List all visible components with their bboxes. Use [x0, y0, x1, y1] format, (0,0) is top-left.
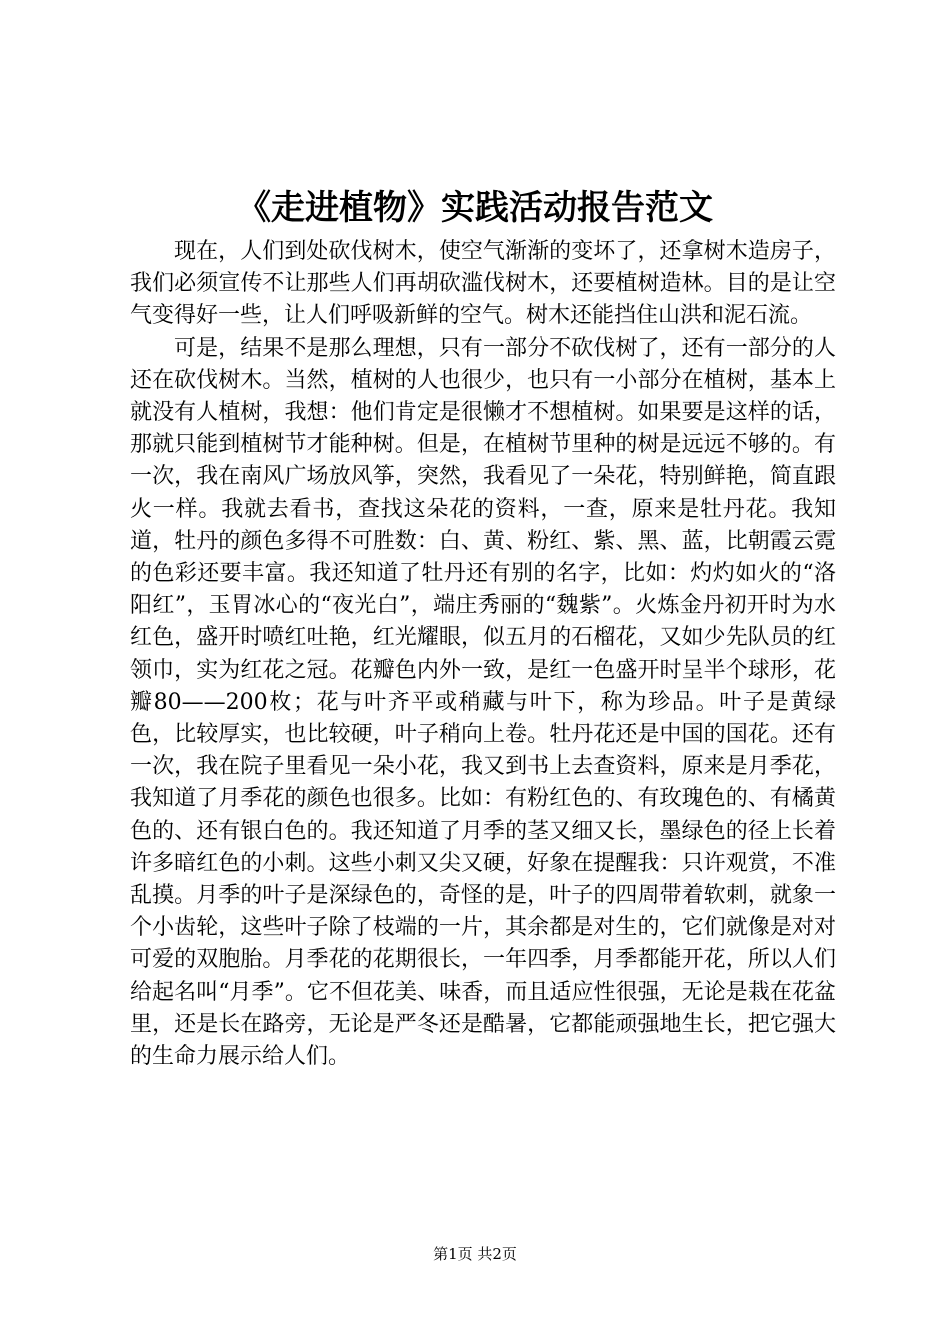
document-title: 《走进植物》实践活动报告范文 — [237, 188, 713, 228]
page-number-footer: 第1页 共2页 — [433, 1245, 517, 1263]
document-body — [130, 236, 836, 1073]
paragraph-2: 可是，结果不是那么理想，只有一部分不砍伐树了，还有一部分的人还在砍伐树木。当然，植树的人也很少，也只有一小部分在植树，基本上就没有人植树，我想：他们肯定是很懒才不想植树。如果要是这样的话，那就只能到植树节才能种树。但是，在植树节里种的树是远远不够的。有一次，我在南风广场放风筝，突然，我看见了一朵花，特别鲜艳，简直跟火一样。我就去看书，查找这朵花的资料，一查，原来是牡丹花。我知道，牡丹的颜色多得不可胜数：白、黄、粉红、紫、黑、蓝，比朝霞云霓的色彩还要丰富。我还知道了牡丹还有别的名字，比如：灼灼如火的“洛阳红”，玉胃冰心的“夜光白”，端庄秀丽的“魏紫”。火炼金丹初开时为水红色，盛开时喷红吐艳，红光耀眼，似五月的石榴花，又如少先队员的红领巾，实为红花之冠。花瓣色内外一致，是红一色盛开时呈半个球形，花瓣80——200枚；花与叶齐平或稍藏与叶下，称为珍品。叶子是黄绿色，比较厚实，也比较硬，叶子稍向上卷。牡丹花还是中国的国花。还有一次，我在院子里看见一朵小花，我又到书上去查资料，原来是月季花，我知道了月季花的颜色也很多。比如：有粉红色的、有玫瑰色的、有橘黄色的、还有银白色的。我还知道了月季的茎又细又长，墨绿色的径上长着许多暗红色的小刺。这些小刺又尖又硬，好象在提醒我：只许观赏，不准乱摸。月季的叶子是深绿色的，奇怪的是，叶子的四周带着软刺，就象一个小齿轮，这些叶子除了枝端的一片，其余都是对生的，它们就像是对对可爱的双胞胎。月季花的花期很长，一年四季，月季都能开花，所以人们给起名叫“月季”。它不但花美、味香，而且适应性很强，无论是栽在花盆里，还是长在路旁，无论是严冬还是酷暑，它都能顽强地生长，把它强大的生命力展示给人们。 — [130, 335, 836, 1070]
paragraph-1: 现在，人们到处砍伐树木，使空气渐渐的变坏了，还拿树木造房子，我们必须宣传不让那些人们再胡砍滥伐树木，还要植树造林。目的是让空气变得好一些，让人们呼吸新鲜的空气。树木还能挡住山洪和泥石流。 — [130, 239, 836, 329]
